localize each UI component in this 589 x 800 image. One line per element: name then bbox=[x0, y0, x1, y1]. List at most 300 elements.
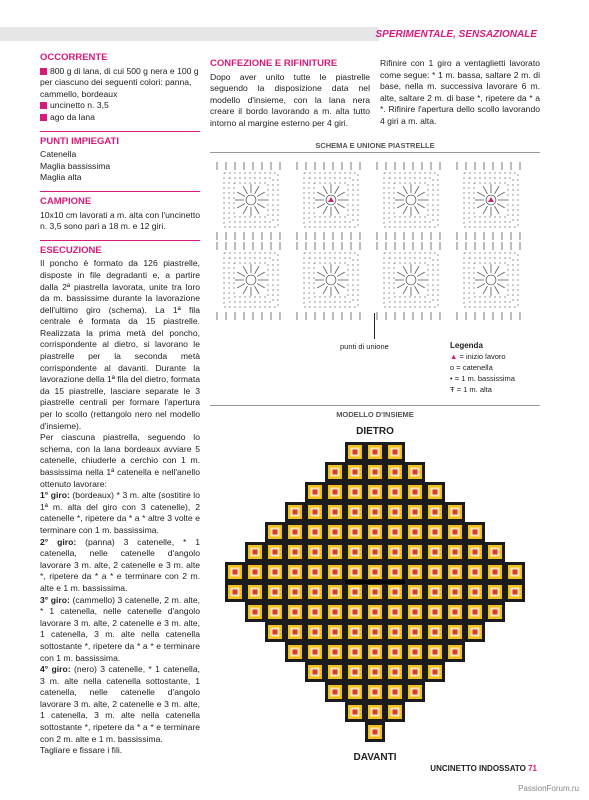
poncho-tile bbox=[445, 522, 465, 542]
tile-center bbox=[453, 530, 458, 535]
tile-center bbox=[393, 450, 398, 455]
divider bbox=[210, 152, 540, 153]
stitch-mark bbox=[257, 272, 265, 277]
stitch-mark bbox=[337, 204, 345, 209]
tile-center bbox=[373, 630, 378, 635]
tile-center bbox=[333, 510, 338, 515]
round-text: (nero) 3 catenelle, * 1 catenella, 3 m. alte nella catenella sottostante, 1 catenella, nelle catenelle d'angolo lavorare 3 m. alte, 2 catenelle e 3 m. alte, 1 catenella, 3 m. alte nella catenella sottostante *, ripetere da * a * e terminare con 2 m. alte e 1 m. bassissima. bbox=[40, 664, 200, 744]
tile-center bbox=[413, 690, 418, 695]
tile-center bbox=[473, 530, 478, 535]
tile-center bbox=[353, 630, 358, 635]
poncho-tile bbox=[345, 582, 365, 602]
legend-item bbox=[450, 384, 515, 395]
tile-center bbox=[333, 550, 338, 555]
center-ring bbox=[406, 195, 416, 205]
tile-center bbox=[373, 530, 378, 535]
occorrente-item-text: ago da lana bbox=[50, 111, 95, 122]
poncho-tile bbox=[405, 682, 425, 702]
section-title: SPERIMENTALE, SENSAZIONALE bbox=[375, 29, 537, 40]
stitch-mark bbox=[243, 206, 248, 214]
stitch-mark bbox=[257, 192, 265, 197]
tile-center bbox=[413, 610, 418, 615]
double-crochet-icon: Ŧ bbox=[450, 385, 455, 394]
tile-center bbox=[413, 590, 418, 595]
tile-center bbox=[373, 550, 378, 555]
stitch-mark bbox=[237, 192, 245, 197]
tile-center bbox=[233, 590, 238, 595]
poncho-tile bbox=[465, 602, 485, 622]
column-materials bbox=[40, 52, 200, 757]
round-instruction bbox=[40, 537, 200, 595]
occorrente-item-text: 800 g di lana, di cui 500 g nera e 100 g per ciascuno dei seguenti colori: panna, cammello, bordeaux bbox=[40, 65, 199, 99]
poncho-tile bbox=[445, 622, 465, 642]
poncho-tile bbox=[405, 662, 425, 682]
tile-center bbox=[293, 590, 298, 595]
occorrente-item bbox=[40, 66, 200, 101]
tile-center bbox=[413, 570, 418, 575]
poncho-tile bbox=[365, 662, 385, 682]
tile-center bbox=[513, 570, 518, 575]
back-label: DIETRO bbox=[356, 426, 394, 437]
stitch-mark bbox=[255, 186, 260, 194]
poncho-tile bbox=[405, 562, 425, 582]
tile-center bbox=[373, 670, 378, 675]
esecuzione-paragraph: Per ciascuna piastrella, seguendo lo schema, con la lana bordeaux avviare 5 catenelle, chiuderle a cerchio con 1 m. bassissima nella 1ª catenella e nell'anello ottenuto lavorare: bbox=[40, 432, 200, 489]
tile-center bbox=[333, 470, 338, 475]
occorrente-heading: OCCORRENTE bbox=[40, 52, 108, 63]
tile-center bbox=[493, 590, 498, 595]
tile-center bbox=[413, 470, 418, 475]
poncho-tile bbox=[305, 542, 325, 562]
divider bbox=[40, 191, 200, 192]
poncho-tile bbox=[265, 582, 285, 602]
stitch-round bbox=[224, 173, 278, 227]
poncho-tile bbox=[365, 482, 385, 502]
poncho-tile bbox=[385, 702, 405, 722]
poncho-tile bbox=[385, 562, 405, 582]
poncho-tile bbox=[485, 582, 505, 602]
round-text: (bordeaux) * 3 m. alte (sostitire lo 1ª m. alta del giro con 3 catenelle), 2 catenelle *, ripetere da * a * altre 3 volte e terminare con 1 m. bassissima. bbox=[40, 490, 200, 535]
poncho-tile bbox=[285, 642, 305, 662]
stitch-mark bbox=[237, 204, 245, 209]
poncho-tile bbox=[225, 562, 245, 582]
stitch-mark bbox=[397, 204, 405, 209]
stitch-mark bbox=[317, 284, 325, 289]
divider bbox=[40, 240, 200, 241]
tile-center bbox=[273, 550, 278, 555]
poncho-tile bbox=[405, 482, 425, 502]
poncho-tile bbox=[405, 642, 425, 662]
poncho-tile bbox=[325, 562, 345, 582]
poncho-tile bbox=[405, 502, 425, 522]
round-text: (cammello) 3 catenelle, 2 m. alte, * 1 catenella, nelle catenelle d'angolo lavorare 3 m. alte, 2 catenelle e 3 m. alte, 1 catenella, 3 m. alte nella catenella sottostante *, ripetere da * a * e terminare con 1 m. bassissima. bbox=[40, 594, 200, 663]
occorrente-section bbox=[40, 52, 200, 124]
stitch-mark bbox=[483, 286, 488, 294]
tile-center bbox=[433, 630, 438, 635]
poncho-tile bbox=[285, 602, 305, 622]
poncho-tile bbox=[385, 662, 405, 682]
poncho-tile bbox=[385, 622, 405, 642]
tile-center bbox=[293, 530, 298, 535]
page-number: 71 bbox=[528, 764, 537, 773]
tile-center bbox=[373, 450, 378, 455]
tile-center bbox=[433, 530, 438, 535]
poncho-tile bbox=[325, 642, 345, 662]
poncho-tile bbox=[425, 522, 445, 542]
punti-item: Maglia bassissima bbox=[40, 160, 111, 171]
punti-section bbox=[40, 136, 200, 184]
legend-title: Legenda bbox=[450, 341, 483, 350]
stitch-mark bbox=[497, 284, 505, 289]
tile-center bbox=[453, 510, 458, 515]
tile-center bbox=[433, 650, 438, 655]
stitch-mark bbox=[255, 266, 260, 274]
tile-center bbox=[413, 550, 418, 555]
stitch-mark bbox=[323, 266, 328, 274]
tile-center bbox=[493, 610, 498, 615]
tile-center bbox=[373, 610, 378, 615]
poncho-tile bbox=[305, 562, 325, 582]
occorrente-item bbox=[40, 100, 200, 112]
poncho-tile bbox=[465, 522, 485, 542]
round-label: 1° giro: bbox=[40, 490, 70, 501]
tile-center bbox=[393, 570, 398, 575]
poncho-model bbox=[210, 442, 540, 750]
tile-center bbox=[373, 730, 378, 735]
poncho-tile bbox=[345, 682, 365, 702]
punti-item: Catenella bbox=[40, 149, 77, 160]
punti-item: Maglia alta bbox=[40, 172, 82, 183]
stitch-mark bbox=[483, 266, 488, 274]
tile-center bbox=[353, 550, 358, 555]
poncho-tile bbox=[365, 582, 385, 602]
tile-center bbox=[413, 670, 418, 675]
poncho-tile bbox=[305, 522, 325, 542]
stitch-mark bbox=[337, 284, 345, 289]
round-label: 4° giro: bbox=[40, 664, 71, 675]
tile-center bbox=[353, 450, 358, 455]
diagram-tile bbox=[297, 162, 360, 240]
round-label: 3° giro: bbox=[40, 594, 70, 605]
stitch-mark bbox=[337, 272, 345, 277]
bullet-icon bbox=[40, 68, 47, 75]
campione-heading: CAMPIONE bbox=[40, 195, 92, 207]
poncho-tile bbox=[425, 602, 445, 622]
watermark: PassionForum.ru bbox=[518, 784, 579, 793]
poncho-tile bbox=[285, 522, 305, 542]
poncho-tile bbox=[425, 562, 445, 582]
tile-center bbox=[253, 590, 258, 595]
stitch-mark bbox=[477, 192, 485, 197]
poncho-tile bbox=[245, 602, 265, 622]
poncho-tile bbox=[485, 562, 505, 582]
tile-center bbox=[393, 550, 398, 555]
poncho-tile bbox=[265, 602, 285, 622]
round-instruction bbox=[40, 664, 200, 745]
tile-center bbox=[273, 630, 278, 635]
stitch-mark bbox=[243, 286, 248, 294]
tile-center bbox=[393, 670, 398, 675]
poncho-tile bbox=[285, 562, 305, 582]
tile-center bbox=[393, 690, 398, 695]
tile-center bbox=[353, 690, 358, 695]
poncho-tile bbox=[365, 702, 385, 722]
poncho-tile bbox=[345, 442, 365, 462]
tile-center bbox=[273, 530, 278, 535]
campione-text: 10x10 cm lavorati a m. alta con l'uncinetto n. 3,5 sono pari a 18 m. e 12 giri. bbox=[40, 209, 200, 232]
poncho-tile bbox=[345, 542, 365, 562]
poncho-tile bbox=[405, 602, 425, 622]
tile-center bbox=[313, 630, 318, 635]
tile-center bbox=[253, 550, 258, 555]
diagram-tile bbox=[297, 242, 360, 320]
poncho-tile bbox=[365, 502, 385, 522]
start-triangle-icon bbox=[328, 197, 334, 202]
poncho-tile bbox=[305, 622, 325, 642]
tile-center bbox=[233, 570, 238, 575]
poncho-tile bbox=[405, 542, 425, 562]
stitch-mark bbox=[417, 192, 425, 197]
tile-center bbox=[393, 710, 398, 715]
poncho-tile bbox=[305, 662, 325, 682]
poncho-tile bbox=[425, 482, 445, 502]
tile-center bbox=[453, 550, 458, 555]
punti-heading: PUNTI IMPIEGATI bbox=[40, 135, 119, 147]
poncho-tile bbox=[405, 622, 425, 642]
stitch-round bbox=[304, 253, 358, 307]
poncho-tile bbox=[345, 662, 365, 682]
tile-center bbox=[473, 590, 478, 595]
stitch-mark bbox=[497, 204, 505, 209]
tile-center bbox=[333, 570, 338, 575]
poncho-tile bbox=[345, 602, 365, 622]
esecuzione-section bbox=[40, 245, 200, 757]
poncho-tile bbox=[385, 642, 405, 662]
poncho-tile bbox=[285, 582, 305, 602]
round-instruction bbox=[40, 595, 200, 665]
round-text: (panna) 3 catenelle, * 1 catenella, nelle catenelle d'angolo lavorare 3 m. alte, 2 catenelle e 3 m. alte *, ripetere da * a * e terminare con 2 m. alte e 1 m. bassissima. bbox=[40, 536, 201, 593]
stitch-mark bbox=[317, 204, 325, 209]
poncho-tile bbox=[365, 542, 385, 562]
stitch-mark bbox=[497, 272, 505, 277]
stitch-mark bbox=[497, 192, 505, 197]
poncho-tile bbox=[345, 462, 365, 482]
tile-center bbox=[293, 630, 298, 635]
tile-center bbox=[293, 570, 298, 575]
tile-center bbox=[253, 570, 258, 575]
poncho-tile bbox=[485, 602, 505, 622]
stitch-mark bbox=[243, 266, 248, 274]
stitch-mark bbox=[417, 272, 425, 277]
tile-center bbox=[293, 510, 298, 515]
diagram-tile bbox=[217, 242, 280, 320]
poncho-tile bbox=[285, 542, 305, 562]
finishing-text: Rifinire con 1 giro a ventaglietti lavorato come segue: * 1 m. bassa, saltare 2 m. di base, nella m. successiva lavorare 6 m. alte, saltare 2 m. di base *, ripetere da * a *. Rifinire l'apertura dello scollo lavorando 4 giri a m. alta. bbox=[380, 58, 540, 126]
poncho-tile bbox=[325, 622, 345, 642]
stitch-mark bbox=[257, 284, 265, 289]
center-ring bbox=[246, 195, 256, 205]
round-label: 2° giro: bbox=[40, 536, 77, 547]
stitch-mark bbox=[415, 266, 420, 274]
poncho-tile bbox=[465, 622, 485, 642]
tile-center bbox=[273, 590, 278, 595]
stitch-mark bbox=[495, 206, 500, 214]
poncho-tile bbox=[405, 582, 425, 602]
campione-section bbox=[40, 196, 200, 233]
tile-center bbox=[373, 570, 378, 575]
poncho-tile bbox=[245, 582, 265, 602]
diagram-tile bbox=[377, 242, 440, 320]
stitch-mark bbox=[323, 206, 328, 214]
center-ring bbox=[326, 275, 336, 285]
tile-center bbox=[353, 530, 358, 535]
poncho-tile bbox=[365, 722, 385, 742]
poncho-tile bbox=[305, 602, 325, 622]
column-finishing bbox=[210, 58, 370, 130]
tile-center bbox=[333, 530, 338, 535]
poncho-tile bbox=[265, 622, 285, 642]
tile-center bbox=[293, 610, 298, 615]
poncho-tile bbox=[325, 542, 345, 562]
center-ring bbox=[246, 275, 256, 285]
magazine-name: UNCINETTO INDOSSATO bbox=[430, 764, 526, 773]
stitch-mark bbox=[317, 272, 325, 277]
stitch-round bbox=[384, 253, 438, 307]
neck-opening bbox=[345, 580, 405, 584]
tile-center bbox=[353, 570, 358, 575]
poncho-tile bbox=[425, 622, 445, 642]
poncho-tile bbox=[405, 462, 425, 482]
tile-center bbox=[453, 630, 458, 635]
stitch-mark bbox=[495, 186, 500, 194]
stitch-mark bbox=[255, 206, 260, 214]
tile-center bbox=[253, 610, 258, 615]
poncho-tile bbox=[265, 522, 285, 542]
stitch-mark bbox=[403, 186, 408, 194]
poncho-tile bbox=[505, 582, 525, 602]
poncho-tile bbox=[445, 502, 465, 522]
tile-center bbox=[473, 610, 478, 615]
poncho-tile bbox=[345, 482, 365, 502]
tile-center bbox=[433, 610, 438, 615]
tile-center bbox=[333, 650, 338, 655]
confezione-heading: CONFEZIONE E RIFINITURE bbox=[210, 58, 338, 69]
tile-center bbox=[373, 470, 378, 475]
stitch-mark bbox=[317, 192, 325, 197]
tile-center bbox=[353, 490, 358, 495]
tile-center bbox=[393, 510, 398, 515]
tile-center bbox=[433, 490, 438, 495]
poncho-tile bbox=[285, 622, 305, 642]
poncho-tile bbox=[385, 502, 405, 522]
tile-center bbox=[393, 650, 398, 655]
legend-text: = 1 m. alta bbox=[456, 385, 492, 394]
tile-center bbox=[313, 550, 318, 555]
poncho-tile bbox=[305, 642, 325, 662]
tile-center bbox=[433, 510, 438, 515]
esecuzione-end: Tagliare e fissare i fili. bbox=[40, 745, 123, 756]
legend-item bbox=[450, 373, 515, 384]
poncho-tile bbox=[385, 462, 405, 482]
poncho-tile bbox=[465, 542, 485, 562]
poncho-tile bbox=[365, 442, 385, 462]
tile-center bbox=[393, 470, 398, 475]
stitch-round bbox=[464, 253, 518, 307]
stitch-mark bbox=[403, 286, 408, 294]
tile-center bbox=[353, 470, 358, 475]
stitch-mark bbox=[323, 286, 328, 294]
poncho-tile bbox=[365, 682, 385, 702]
poncho-tile bbox=[445, 602, 465, 622]
front-label: DAVANTI bbox=[353, 752, 397, 763]
tile-center bbox=[393, 530, 398, 535]
poncho-tile bbox=[365, 562, 385, 582]
stitch-mark bbox=[237, 284, 245, 289]
poncho-tile bbox=[285, 502, 305, 522]
tile-center bbox=[473, 630, 478, 635]
tile-center bbox=[393, 590, 398, 595]
tile-center bbox=[393, 630, 398, 635]
tile-center bbox=[413, 510, 418, 515]
stitch-mark bbox=[397, 284, 405, 289]
stitch-mark bbox=[477, 272, 485, 277]
tile-center bbox=[373, 710, 378, 715]
start-triangle-icon bbox=[488, 197, 494, 202]
stitch-mark bbox=[483, 186, 488, 194]
poncho-tile bbox=[365, 642, 385, 662]
poncho-tile bbox=[305, 582, 325, 602]
stitch-mark bbox=[403, 266, 408, 274]
poncho-tile bbox=[365, 602, 385, 622]
stitch-mark bbox=[483, 206, 488, 214]
tile-center bbox=[453, 570, 458, 575]
tile-center bbox=[393, 610, 398, 615]
round-instruction bbox=[40, 490, 200, 536]
stitch-mark bbox=[397, 272, 405, 277]
tile-center bbox=[433, 570, 438, 575]
column-finishing-cont bbox=[380, 58, 540, 128]
poncho-tile bbox=[365, 622, 385, 642]
start-triangle-icon: ▲ bbox=[450, 352, 458, 361]
bullet-icon bbox=[40, 114, 47, 121]
tile-center bbox=[353, 590, 358, 595]
tile-center bbox=[373, 590, 378, 595]
tile-center bbox=[513, 590, 518, 595]
poncho-tile bbox=[345, 642, 365, 662]
poncho-tile bbox=[365, 462, 385, 482]
stitch-mark bbox=[337, 192, 345, 197]
chain-icon: o bbox=[450, 363, 455, 372]
poncho-tile bbox=[385, 542, 405, 562]
poncho-tile bbox=[445, 542, 465, 562]
occorrente-item-text: uncinetto n. 3,5 bbox=[50, 100, 109, 111]
stitch-mark bbox=[417, 204, 425, 209]
tile-center bbox=[333, 590, 338, 595]
legend-item bbox=[450, 362, 515, 373]
poncho-tile bbox=[265, 542, 285, 562]
esecuzione-paragraph: Il poncho è formato da 126 piastrelle, disposte in file degradanti e, a partire dalla 2ª piastrella lavorata, unite tra loro da m. bassissime durante la lavorazione dell'ultimo giro (schema). La 1ª fila centrale è formata da 15 piastrelle. Realizzata la prima metà del poncho, corrispondente al dietro, si lavorano le piastrelle per la seconda metà corrispondente al davanti. Durante la lavorazione della 1ª fila del dietro, formata da 15 piastrelle, lasciare separate le 3 piastrelle centrali per formare l'apertura per lo scollo (rettangolo nero nel modello d'insieme). bbox=[40, 258, 200, 431]
tile-center bbox=[313, 610, 318, 615]
tile-center bbox=[413, 630, 418, 635]
stitch-mark bbox=[495, 286, 500, 294]
stitch-round bbox=[224, 253, 278, 307]
poncho-tile bbox=[425, 542, 445, 562]
pointer-line bbox=[374, 313, 375, 339]
stitch-mark bbox=[335, 206, 340, 214]
poncho-tile bbox=[465, 562, 485, 582]
tile-center bbox=[353, 670, 358, 675]
stitch-mark bbox=[477, 204, 485, 209]
